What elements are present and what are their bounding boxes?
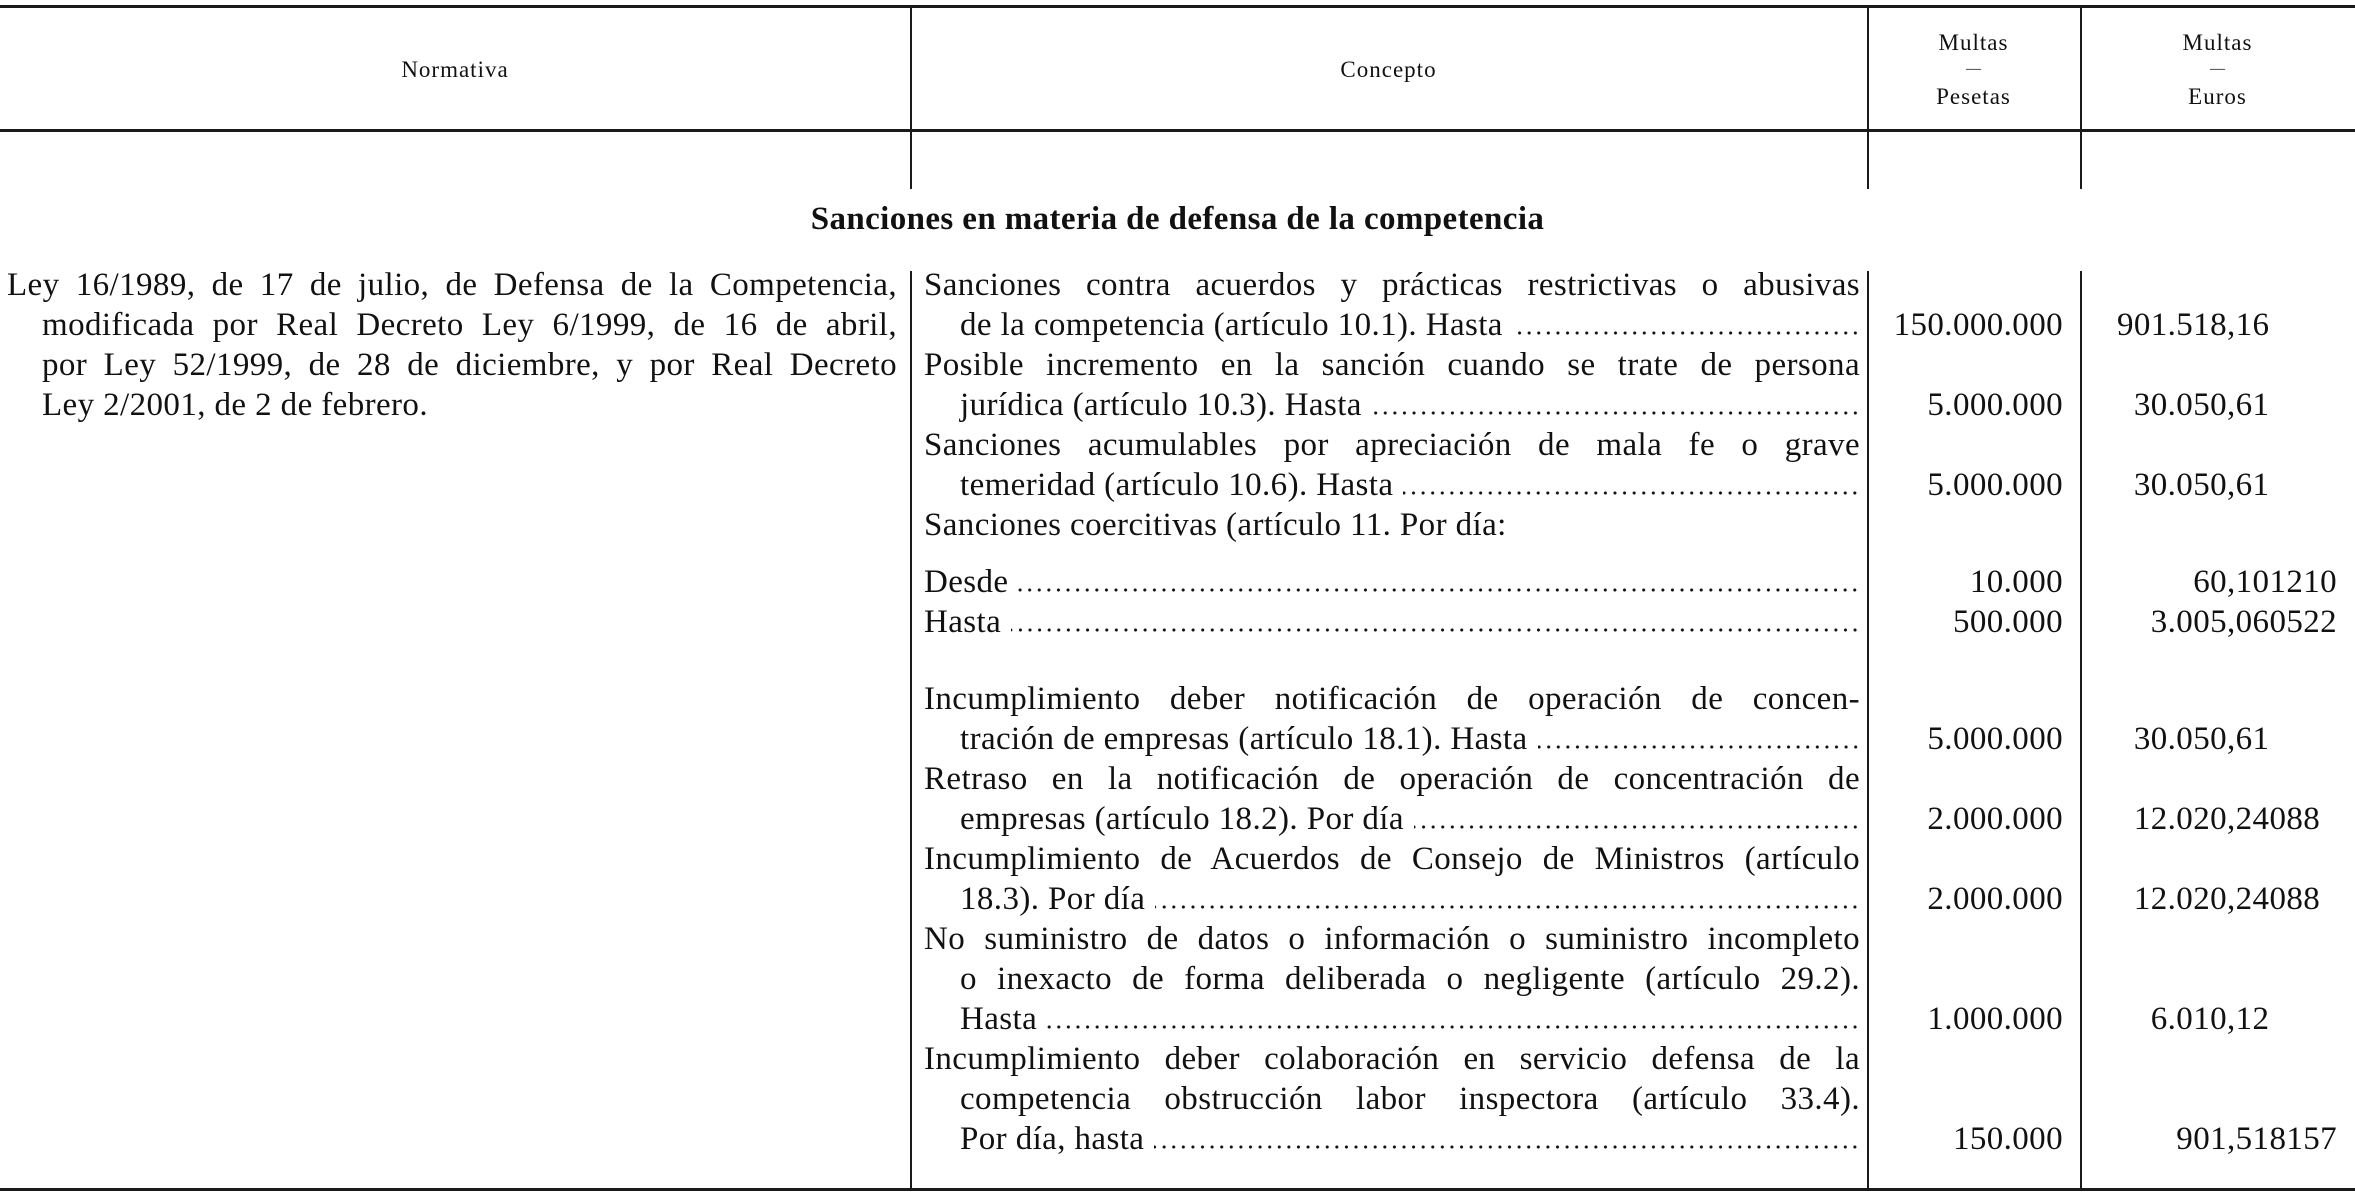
fine-euros-integer-part: 30.050	[2133, 721, 2227, 757]
column-divider	[910, 6, 912, 189]
fine-euros-integer-part: 30.050	[2133, 467, 2227, 503]
fine-euros	[2081, 562, 2355, 602]
concept-line	[924, 1119, 1860, 1159]
dot-leader	[1372, 411, 1860, 415]
header-bottom-rule	[0, 129, 2355, 132]
sanction-row	[910, 602, 2355, 642]
fine-euros-integer-part: 12.020	[2133, 881, 2227, 917]
fine-euros	[2081, 799, 2355, 839]
section-title: Sanciones en materia de defensa de la competencia	[810, 201, 1545, 237]
fine-euros	[2081, 1119, 2355, 1159]
concept-line	[924, 385, 1860, 425]
header-normativa: Normativa	[401, 56, 509, 82]
normativa-line: Ley 2/2001, de 2 de febrero.	[42, 387, 428, 423]
fine-euros-decimal-part: ,24088	[2227, 881, 2321, 917]
fine-euros-integer-part: 901.518	[2116, 307, 2227, 343]
fine-euros-decimal-part: ,61	[2227, 467, 2270, 503]
concept-line: competencia obstrucción labor inspectora (artículo 33.4).	[960, 1081, 1860, 1117]
concept-cell	[910, 602, 1867, 642]
fine-pesetas: 5.000.000	[1927, 721, 2063, 757]
concept-line-text: Desde	[924, 564, 1009, 600]
dot-leader	[1154, 1145, 1860, 1149]
fine-euros	[2081, 999, 2355, 1039]
concept-line-text: tración de empresas (artículo 18.1). Hasta	[960, 721, 1528, 757]
header-multas-euros	[2080, 29, 2355, 110]
header-dash: —	[1966, 60, 1981, 77]
concept-line: Incumplimiento deber colaboración en servicio defensa de la	[924, 1041, 1860, 1077]
concept-line-text: 18.3). Por día	[960, 881, 1146, 917]
fine-pesetas: 500.000	[1952, 604, 2063, 640]
dot-leader	[1513, 331, 1860, 335]
concept-line-text: Hasta	[960, 1001, 1038, 1037]
concept-line: Sanciones acumulables por apreciación de mala fe o grave	[924, 427, 1860, 463]
header-multas-label: Multas	[1938, 29, 2009, 55]
concept-cell	[910, 425, 1867, 505]
header-unit-euros: Euros	[2188, 83, 2247, 109]
fine-euros-decimal-part: ,24088	[2227, 801, 2321, 837]
sanction-row	[910, 679, 2355, 759]
concept-cell	[910, 265, 1867, 345]
fine-euros-decimal-part: ,101210	[2227, 564, 2338, 600]
fine-euros-decimal-part: ,060522	[2227, 604, 2338, 640]
concept-line	[924, 999, 1860, 1039]
concept-line	[924, 305, 1860, 345]
normativa-cell	[7, 265, 897, 425]
fine-euros	[2081, 719, 2355, 759]
sanction-row	[910, 562, 2355, 602]
sanction-row	[910, 265, 2355, 345]
concept-cell	[910, 919, 1867, 1039]
concept-cell	[910, 562, 1867, 602]
concept-line: Sanciones contra acuerdos y prácticas restrictivas o abusivas	[924, 267, 1860, 303]
concept-line	[924, 879, 1860, 919]
sanction-row	[910, 1039, 2355, 1159]
fine-euros-decimal-part: ,12	[2227, 1001, 2270, 1037]
concept-cell	[910, 1039, 1867, 1159]
sanction-row	[910, 425, 2355, 505]
header-multas-label: Multas	[2182, 29, 2253, 55]
concept-cell	[910, 759, 1867, 839]
concept-line	[924, 719, 1860, 759]
normativa-line: Ley 16/1989, de 17 de julio, de Defensa de la Competencia,	[7, 267, 897, 303]
concept-cell	[910, 679, 1867, 759]
fine-euros	[2081, 602, 2355, 642]
concept-line	[924, 799, 1860, 839]
dot-leader	[1538, 745, 1860, 749]
concept-line: Incumplimiento deber notificación de operación de concen-	[924, 681, 1860, 717]
header-concepto: Concepto	[1340, 56, 1437, 82]
dot-leader	[1155, 905, 1860, 909]
normativa-line: modificada por Real Decreto Ley 6/1999, de 16 de abril,	[42, 307, 897, 343]
concept-line	[924, 602, 1860, 642]
fine-pesetas: 2.000.000	[1927, 881, 2063, 917]
fine-euros-integer-part: 12.020	[2133, 801, 2227, 837]
fine-pesetas: 150.000.000	[1893, 307, 2063, 343]
table-top-rule	[0, 5, 2355, 8]
dot-leader	[1414, 825, 1860, 829]
header-dash: —	[2210, 60, 2225, 77]
sanction-row	[910, 919, 2355, 1039]
sanction-row	[910, 345, 2355, 425]
concept-line: Sanciones coercitivas (artículo 11. Por día:	[924, 507, 1507, 543]
concept-line: Retraso en la notificación de operación de concentración de	[924, 761, 1860, 797]
concept-line-text: empresas (artículo 18.2). Por día	[960, 801, 1404, 837]
sanction-row	[910, 839, 2355, 919]
fine-pesetas: 150.000	[1952, 1121, 2063, 1157]
concept-line-text: jurídica (artículo 10.3). Hasta	[960, 387, 1362, 423]
header-unit-pesetas: Pesetas	[1936, 83, 2011, 109]
fine-pesetas: 10.000	[1969, 564, 2063, 600]
concept-line: Incumplimiento de Acuerdos de Consejo de Ministros (artículo	[924, 841, 1860, 877]
fine-euros-integer-part: 901	[2176, 1121, 2227, 1157]
header-multas-pesetas	[1867, 29, 2080, 110]
sanction-row	[910, 505, 2355, 545]
concept-list	[910, 265, 2355, 1159]
concept-line-text: temeridad (artículo 10.6). Hasta	[960, 467, 1394, 503]
fine-euros-decimal-part: ,61	[2227, 387, 2270, 423]
normativa-line: por Ley 52/1999, de 28 de diciembre, y por Real Decreto	[42, 347, 897, 383]
fine-euros-decimal-part: ,518157	[2227, 1121, 2338, 1157]
fine-euros-integer-part: 30.050	[2133, 387, 2227, 423]
fine-euros-integer-part: 3.005	[2150, 604, 2227, 640]
fine-euros	[2081, 465, 2355, 505]
fine-euros	[2081, 305, 2355, 345]
table-bottom-rule	[0, 1188, 2355, 1191]
concept-line: No suministro de datos o información o suministro incompleto	[924, 921, 1860, 957]
fine-euros-integer-part: 60	[2193, 564, 2227, 600]
dot-leader	[1047, 1025, 1860, 1029]
dot-leader	[1011, 628, 1860, 632]
fine-euros	[2081, 879, 2355, 919]
fine-pesetas: 1.000.000	[1927, 1001, 2063, 1037]
concept-cell	[910, 345, 1867, 425]
fine-euros-integer-part: 6.010	[2150, 1001, 2227, 1037]
fine-pesetas: 5.000.000	[1927, 467, 2063, 503]
concept-line-text: Por día, hasta	[960, 1121, 1145, 1157]
fine-pesetas: 2.000.000	[1927, 801, 2063, 837]
fine-euros-decimal-part: ,61	[2227, 721, 2270, 757]
dot-leader	[1018, 588, 1860, 592]
concept-line	[924, 465, 1860, 505]
concept-cell	[910, 839, 1867, 919]
fine-euros	[2081, 385, 2355, 425]
concept-line: o inexacto de forma deliberada o negligente (artículo 29.2).	[960, 961, 1860, 997]
concept-line-text: Hasta	[924, 604, 1002, 640]
sanction-row	[910, 759, 2355, 839]
fine-pesetas: 5.000.000	[1927, 387, 2063, 423]
concept-line-text: de la competencia (artículo 10.1). Hasta	[960, 307, 1503, 343]
dot-leader	[1403, 491, 1860, 495]
concept-line: Posible incremento en la sanción cuando se trate de persona	[924, 347, 1860, 383]
fine-euros-decimal-part: ,16	[2227, 307, 2270, 343]
concept-cell	[910, 505, 1867, 545]
concept-line	[924, 562, 1860, 602]
